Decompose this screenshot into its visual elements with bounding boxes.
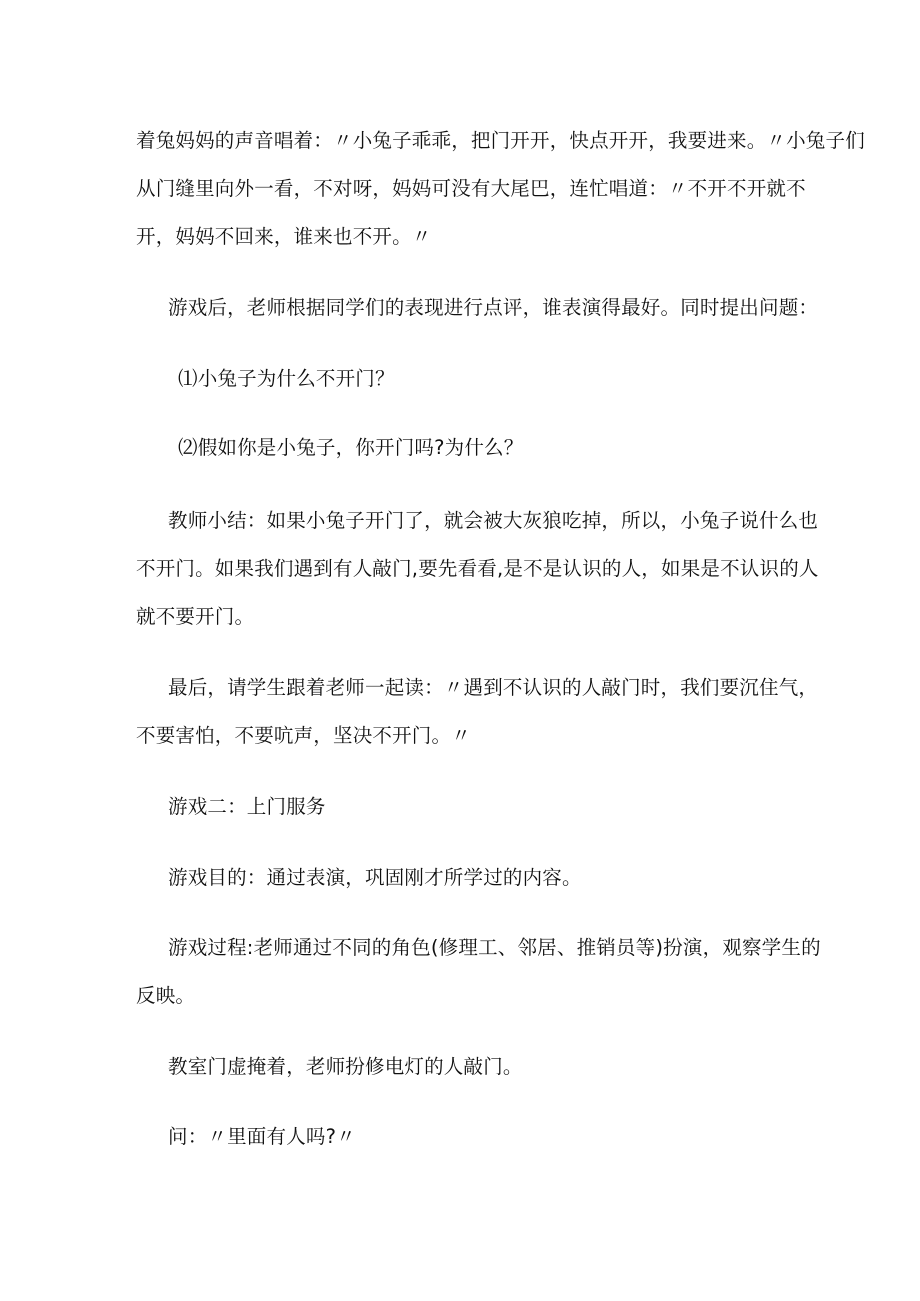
text-line: ⑵假如你是小兔子，你开门吗?为什么？ [178,436,524,459]
text-line: 游戏二：上门服务 [168,795,326,818]
text-line: 游戏过程:老师通过不同的角色(修理工、邻居、推销员等)扮演，观察学生的 [168,936,821,959]
text-line: 游戏后，老师根据同学们的表现进行点评，谁表演得最好。同时提出问题： [168,296,819,319]
text-line: 从门缝里向外一看，不对呀，妈妈可没有大尾巴，连忙唱道：〃不开不开就不 [136,177,806,200]
text-line: 游戏目的：通过表演，巩固刚才所学过的内容。 [168,866,582,889]
text-line: 教师小结：如果小兔子开门了，就会被大灰狼吃掉，所以，小兔子说什么也 [168,509,819,532]
text-line: 最后，请学生跟着老师一起读：〃遇到不认识的人敲门时，我们要沉住气， [168,676,819,699]
text-line: 开，妈妈不回来，谁来也不开。〃 [136,225,432,248]
text-line: 问：〃里面有人吗?〃 [168,1125,356,1148]
text-line: 不开门。如果我们遇到有人敲门,要先看看,是不是认识的人，如果是不认识的人 [136,557,819,580]
text-line: 着兔妈妈的声音唱着：〃小兔子乖乖，把门开开，快点开开，我要进来。〃小兔子们 [136,129,865,152]
text-line: 反映。 [136,984,196,1007]
text-line: ⑴小兔子为什么不开门？ [178,367,395,390]
text-line: 教室门虚掩着，老师扮修电灯的人敲门。 [168,1055,523,1078]
text-line: 就不要开门。 [136,605,255,628]
text-line: 不要害怕，不要吭声，坚决不开门。〃 [136,724,471,747]
